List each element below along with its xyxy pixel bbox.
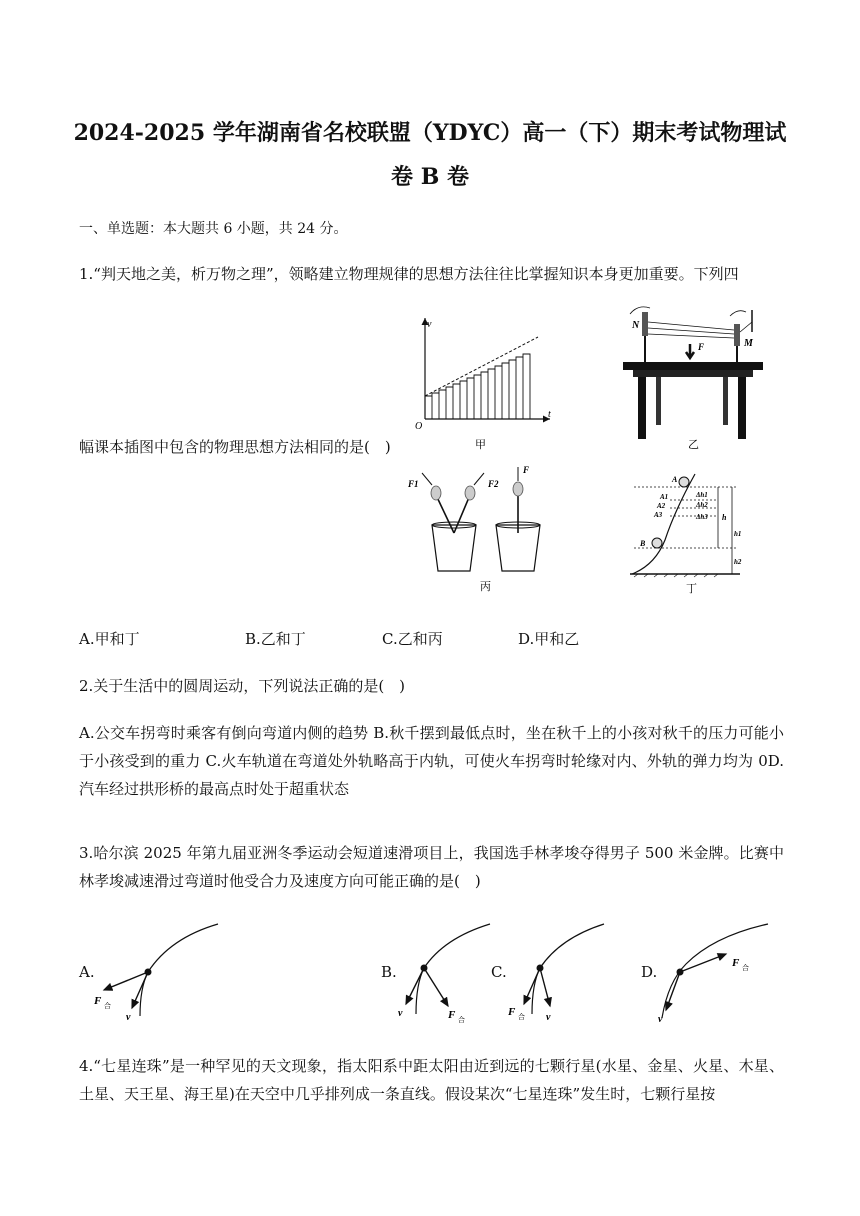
q1-option-c: C.乙和丙 [382,630,443,648]
force-f-label: F [698,342,705,352]
label-f-a: F [94,995,102,1007]
q3-option-b-label: B. [381,963,397,981]
label-a2: A2 [657,502,666,510]
mirror-m [734,324,740,346]
axis-t-label: t [548,409,551,420]
label-b: B [640,539,646,548]
q3-option-c-label: C. [491,963,507,981]
figure-caption-jia: 甲 [475,439,486,451]
figure-bing-cups [400,463,550,593]
q3-option-a-label: A. [79,963,95,981]
q1-option-d: D.甲和乙 [518,630,580,648]
label-f-d: F [732,957,740,969]
figure-yi-mirror-table [620,302,770,452]
q3-stem: 3.哈尔滨 2025 年第九届亚洲冬季运动会短道速滑项目上，我国选手林孝埈夺得男子 500 米金牌。比赛中林孝埈减速滑过弯道时他受合力及速度方向可能正确的是( ) [79,844,784,890]
trend-line [425,337,538,396]
label-dh1: Δh1 [696,491,708,499]
page-title-line2: 卷 B 卷 [391,164,469,190]
figure-jia-vt-graph [410,313,560,455]
section-heading: 一、单选题：本大题共 6 小题，共 24 分。 [79,221,348,237]
label-f-c: F [508,1006,516,1018]
label-m: M [744,338,753,349]
figure-caption-ding: 丁 [686,583,697,595]
riemann-bars [425,354,530,419]
figure-caption-yi: 乙 [688,439,699,451]
svg-text:合: 合 [518,1013,525,1021]
label-f-b: F [448,1009,456,1021]
label-a: A [672,475,678,484]
label-a3: A3 [654,511,663,519]
label-h1: h1 [734,530,742,538]
q1-option-b: B.乙和丁 [245,630,306,648]
axis-v-label: v [427,319,432,330]
label-f: F [523,465,530,475]
label-v-c: v [546,1012,551,1023]
q2-options-paragraph: A.公交车拐弯时乘客有倒向弯道内侧的趋势 B.秋千摆到最低点时，坐在秋千上的小孩对秋千的压力可能小于小孩受到的重力 C.火车轨道在弯道处外轨略高于内轨，可使火车拐弯时轮缘对内、外轨的弹力均为 0D.汽车经过拱形桥的最高点时处于超重状态 [79,724,784,798]
q2-stem: 2.关于生活中的圆周运动，下列说法正确的是( ) [79,677,406,695]
q1-stem-line1: 1.“判天地之美，析万物之理”，领略建立物理规律的思想方法往往比掌握知识本身更加重要。下列四 [79,265,739,283]
label-f1: F1 [408,479,419,489]
svg-text:合: 合 [458,1016,465,1024]
q4-stem: 4.“七星连珠”是一种罕见的天文现象，指太阳系中距太阳由近到远的七颗行星(水星、金星、火星、木星、土星、天王星、海王星)在天空中几乎排列成一条直线。假设某次“七星连珠”发生时，七颗行星按 [79,1057,784,1103]
page-title-line1: 2024-2025 学年湖南省名校联盟（YDYC）高一（下）期末考试物理试 [73,120,787,146]
label-n: N [632,320,640,331]
label-dh2: Δh2 [696,501,708,509]
q1-stem-line2: 幅课本插图中包含的物理思想方法相同的是( ) [79,438,391,456]
q3-option-d-label: D. [641,963,658,981]
label-h2: h2 [734,558,742,566]
figure-ding-slope [620,470,770,595]
label-h: h [722,513,727,522]
svg-text:合: 合 [742,964,749,972]
q3-option-b-diagram [394,918,494,1028]
label-v-a: v [126,1012,131,1023]
q3-option-a-diagram [90,918,230,1028]
label-f2: F2 [488,479,499,489]
label-dh3: Δh3 [696,513,708,521]
label-a1: A1 [660,493,669,501]
mirror-n [642,312,648,336]
q3-option-d-diagram [654,918,774,1028]
figure-caption-bing: 丙 [480,581,491,593]
q3-option-c-diagram [504,918,614,1028]
label-v-b: v [398,1008,403,1019]
q1-option-a: A.甲和丁 [79,630,140,648]
origin-label: O [415,421,423,432]
svg-text:合: 合 [104,1002,111,1010]
label-v-d: v [658,1014,663,1025]
